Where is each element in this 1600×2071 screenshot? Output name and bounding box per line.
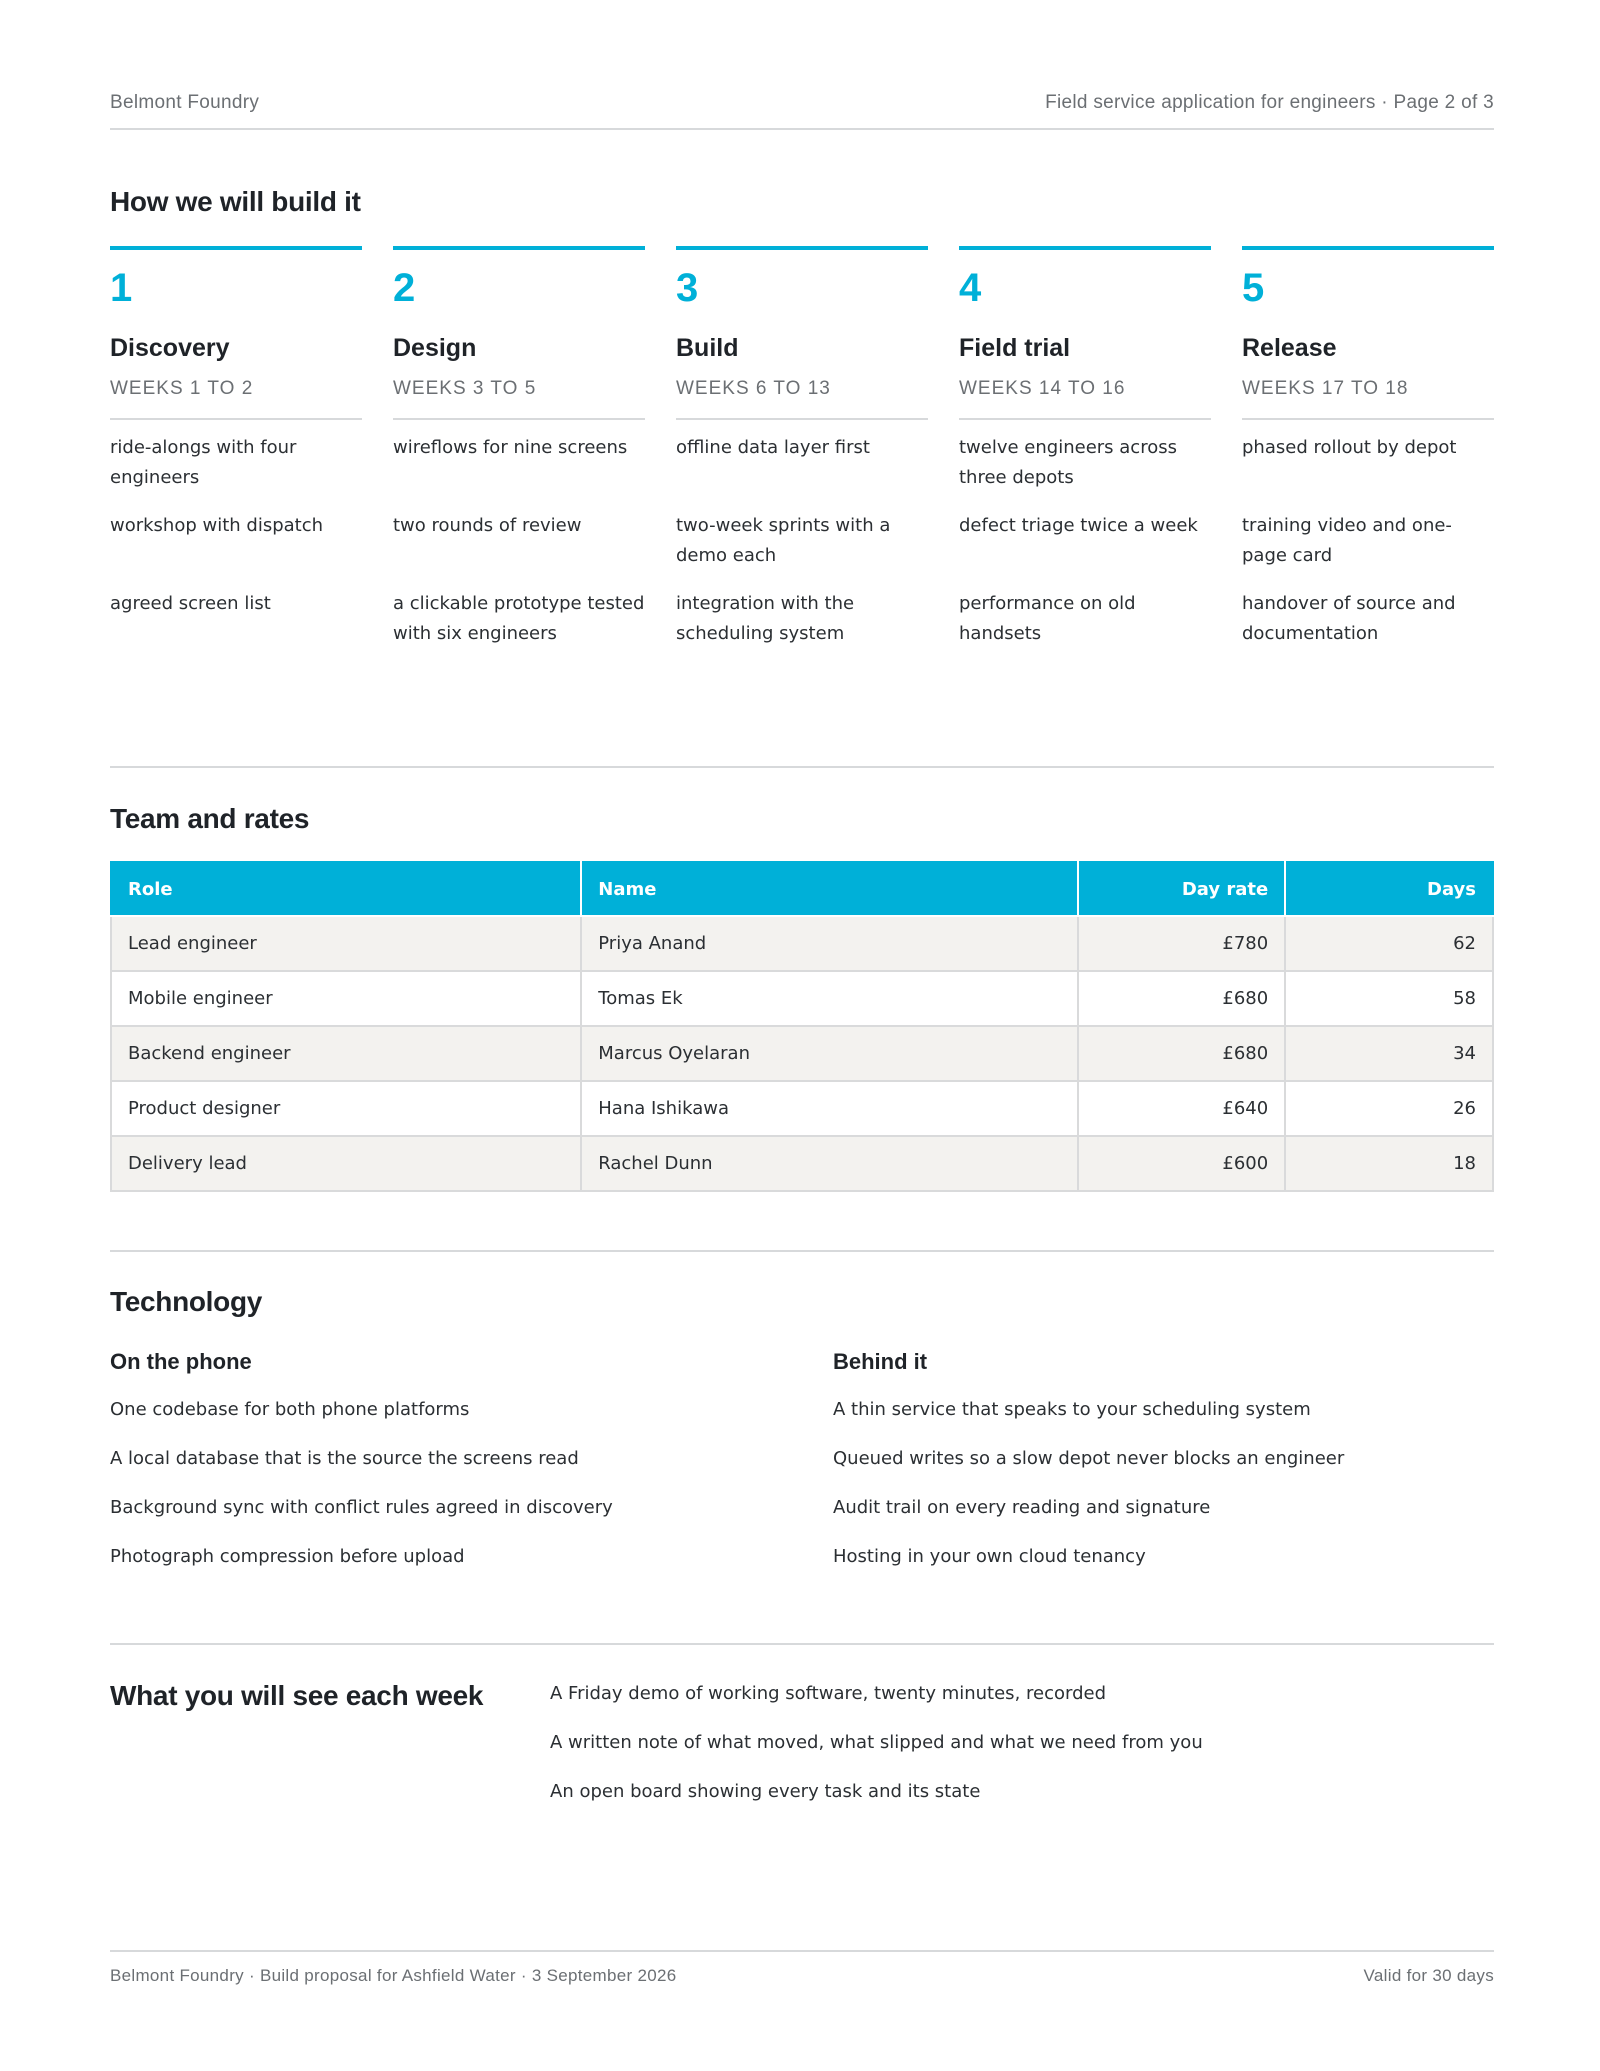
weekly-item: A written note of what moved, what slipped and what we need from you [550, 1732, 1203, 1753]
phase-item: offline data layer first [676, 437, 870, 458]
cell-name: Rachel Dunn [581, 1136, 1078, 1191]
phase-number: 4 [959, 266, 982, 310]
cell-days: 58 [1285, 971, 1493, 1026]
cell-role: Delivery lead [111, 1136, 581, 1191]
cell-role: Product designer [111, 1081, 581, 1136]
phase-field-trial [959, 246, 1211, 666]
phase-weeks: WEEKS 14 TO 16 [959, 378, 1211, 420]
cell-day-rate: £640 [1078, 1081, 1285, 1136]
table-row [111, 916, 1493, 971]
weekly-item: A Friday demo of working software, twenty minutes, recorded [550, 1683, 1107, 1704]
phase-build [676, 246, 928, 666]
tech-item: Photograph compression before upload [110, 1546, 465, 1567]
weekly-section-title: What you will see each week [110, 1680, 484, 1711]
phase-item: ride-alongs with four engineers [110, 437, 297, 488]
tech-item: One codebase for both phone platforms [110, 1399, 470, 1420]
cell-role: Lead engineer [111, 916, 581, 971]
table-row [111, 1026, 1493, 1081]
tech-item: A local database that is the source the screens read [110, 1448, 579, 1469]
phase-item: twelve engineers across three depots [959, 437, 1177, 488]
cell-name: Priya Anand [581, 916, 1078, 971]
phase-name: Field trial [959, 334, 1071, 362]
section-divider [110, 1643, 1494, 1645]
cell-role: Mobile engineer [111, 971, 581, 1026]
tech-item: Background sync with conflict rules agreed in discovery [110, 1497, 613, 1518]
phase-item: two-week sprints with a demo each [676, 515, 891, 566]
phase-item: wireflows for nine screens [393, 437, 628, 458]
phase-weeks: WEEKS 6 TO 13 [676, 378, 928, 420]
phase-weeks: WEEKS 1 TO 2 [110, 378, 362, 420]
weekly-item: An open board showing every task and its state [550, 1781, 981, 1802]
table-row [111, 1136, 1493, 1191]
phase-name: Discovery [110, 334, 230, 362]
column-header-day-rate: Day rate [1078, 862, 1285, 916]
column-header-days: Days [1285, 862, 1493, 916]
phase-item: agreed screen list [110, 593, 271, 614]
column-header-role: Role [111, 862, 581, 916]
phase-item: performance on old handsets [959, 593, 1136, 644]
phase-item: workshop with dispatch [110, 515, 324, 536]
tech-item: Hosting in your own cloud tenancy [833, 1546, 1146, 1567]
phase-item: a clickable prototype tested with six engineers [393, 593, 645, 644]
phase-number: 5 [1242, 266, 1265, 310]
tech-item: Queued writes so a slow depot never blocks an engineer [833, 1448, 1345, 1469]
cell-day-rate: £680 [1078, 1026, 1285, 1081]
backend-column-heading: Behind it [833, 1349, 928, 1374]
proposal-page [110, 0, 1494, 2071]
cell-day-rate: £680 [1078, 971, 1285, 1026]
cell-day-rate: £780 [1078, 916, 1285, 971]
cell-name: Marcus Oyelaran [581, 1026, 1078, 1081]
footer-left: Belmont Foundry · Build proposal for Ashfield Water · 3 September 2026 [110, 1966, 677, 1985]
cell-days: 34 [1285, 1026, 1493, 1081]
phase-design [393, 246, 645, 666]
phase-item: defect triage twice a week [959, 515, 1198, 536]
phase-name: Release [1242, 334, 1337, 362]
phase-item: training video and one-page card [1242, 515, 1452, 566]
phase-release [1242, 246, 1494, 666]
section-divider [110, 1250, 1494, 1252]
phase-item: phased rollout by depot [1242, 437, 1457, 458]
cell-role: Backend engineer [111, 1026, 581, 1081]
footer-divider [110, 1950, 1494, 1952]
cell-name: Tomas Ek [581, 971, 1078, 1026]
table-header-row [111, 862, 1493, 916]
page-header [110, 92, 1494, 130]
phone-column-heading: On the phone [110, 1349, 252, 1374]
phase-number: 3 [676, 266, 699, 310]
cell-name: Hana Ishikawa [581, 1081, 1078, 1136]
tech-item: A thin service that speaks to your scheduling system [833, 1399, 1311, 1420]
phase-number: 2 [393, 266, 416, 310]
build-section-title: How we will build it [110, 186, 361, 217]
header-company: Belmont Foundry [110, 92, 260, 113]
header-doc-title: Field service application for engineers · Page 2 of 3 [1045, 92, 1494, 113]
cell-day-rate: £600 [1078, 1136, 1285, 1191]
phase-list [110, 246, 1494, 666]
phase-item: two rounds of review [393, 515, 582, 536]
footer-validity: Valid for 30 days [1363, 1966, 1494, 1985]
phase-number: 1 [110, 266, 133, 310]
phase-item: handover of source and documentation [1242, 593, 1456, 644]
phase-weeks: WEEKS 3 TO 5 [393, 378, 645, 420]
table-row [111, 971, 1493, 1026]
phase-discovery [110, 246, 362, 666]
technology-section-title: Technology [110, 1286, 263, 1317]
column-header-name: Name [581, 862, 1078, 916]
cell-days: 26 [1285, 1081, 1493, 1136]
cell-days: 62 [1285, 916, 1493, 971]
phase-item: integration with the scheduling system [676, 593, 855, 644]
table-row [111, 1081, 1493, 1136]
phase-name: Build [676, 334, 739, 362]
team-section-title: Team and rates [110, 803, 310, 834]
section-divider [110, 766, 1494, 768]
tech-item: Audit trail on every reading and signature [833, 1497, 1211, 1518]
team-rates-table [110, 861, 1494, 1192]
phase-weeks: WEEKS 17 TO 18 [1242, 378, 1494, 420]
cell-days: 18 [1285, 1136, 1493, 1191]
phase-name: Design [393, 334, 477, 362]
